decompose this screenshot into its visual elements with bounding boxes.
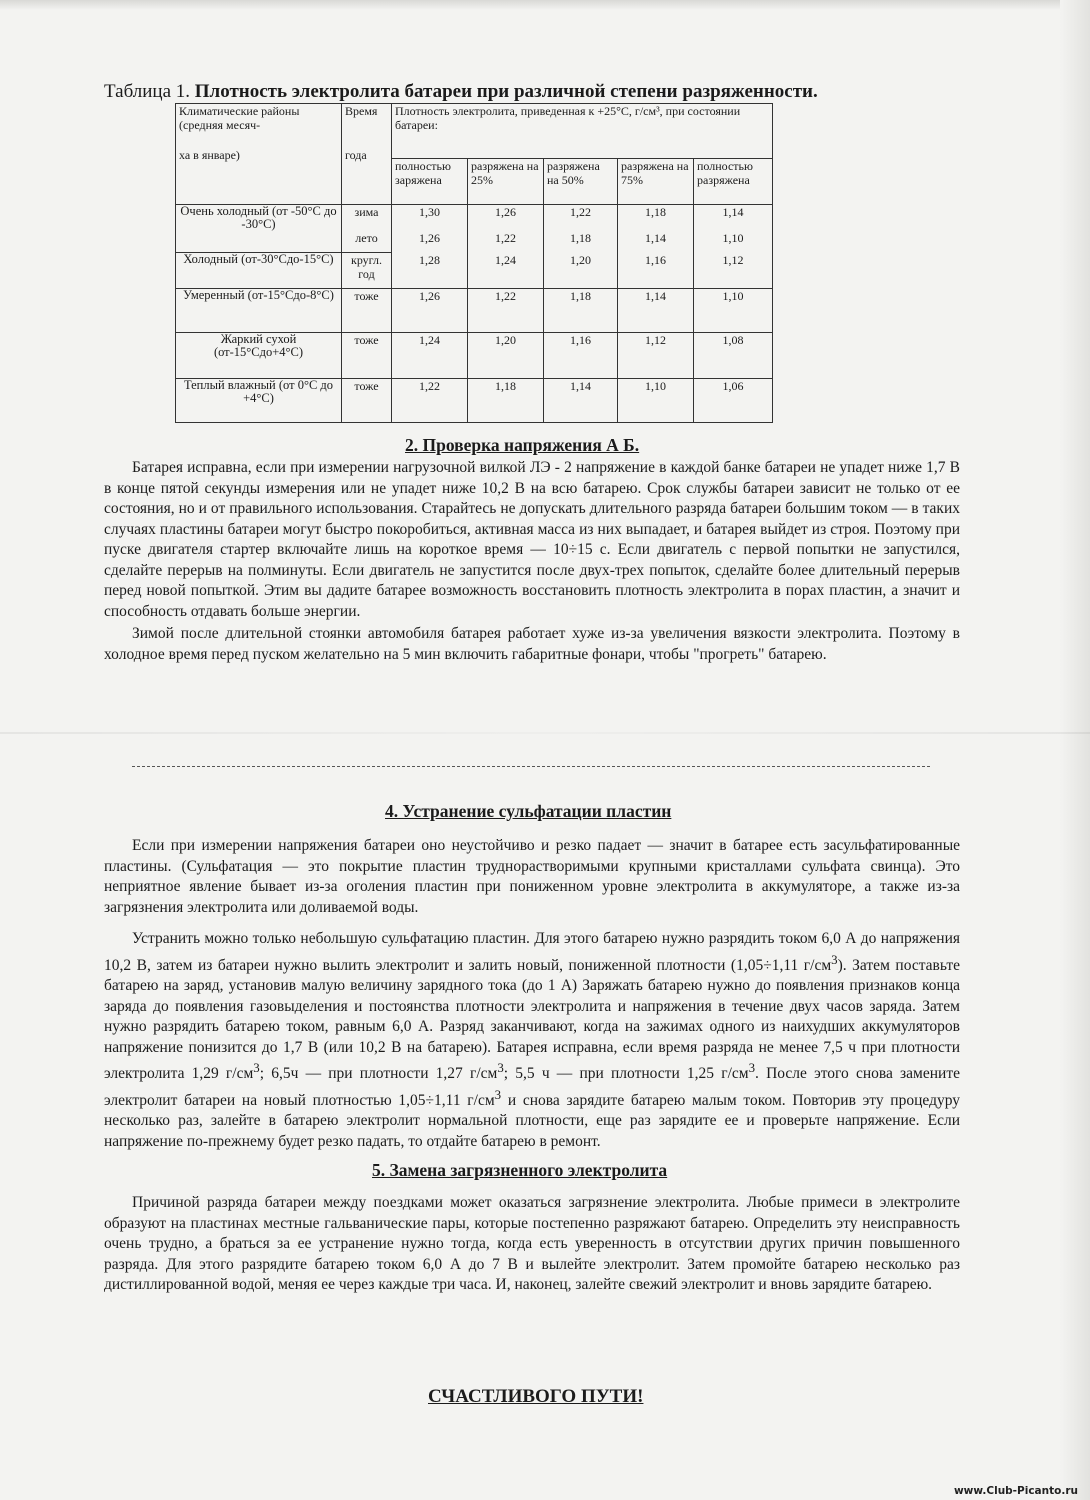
superscript-3: 3 [253, 1060, 260, 1076]
paper-fold-line [0, 732, 1090, 734]
density-value: 1,26 [392, 289, 468, 333]
table-col-head: разряжена на 25% [468, 159, 544, 205]
table-head-time-line1: Время [345, 104, 378, 118]
density-value: 1,14 [618, 289, 694, 333]
table-col-head: полностью заряжена [392, 159, 468, 205]
density-value: 1,10 [618, 379, 694, 423]
density-value: 1,30 [392, 205, 468, 231]
section4-paragraph2 [104, 929, 960, 1152]
table-head-region-line2: ха в январе) [179, 148, 240, 162]
superscript-3: 3 [748, 1060, 756, 1076]
section5-paragraph1: Причиной разряда батареи между поездками может оказаться загрязнение электролита. Любые примеси в электролите образуют на пластинах местные гальванические пары, которые постепенно разряжают батарею. Определить эту неисправность очень трудно, а браться за ее устранение нужно тогда, когда есть уверенность в отсутствии других причин повышенного разряда. Для этого разрядите батарею током 6,0 А до 7 В и вылейте электролит. Затем промойте батарею несколько раз дистиллированной водой, меняя ее через каждые три часа. И, наконец, залейте свежий электролит и вновь зарядите батарею. [104, 1194, 960, 1293]
density-value: 1,16 [544, 333, 618, 379]
density-table [175, 103, 773, 423]
density-value: 1,18 [544, 289, 618, 333]
density-value: 1,12 [618, 333, 694, 379]
density-value: 1,14 [544, 379, 618, 423]
closing-phrase: СЧАСТЛИВОГО ПУТИ! [428, 1386, 644, 1407]
density-value: 1,18 [544, 231, 618, 253]
density-value: 1,14 [694, 205, 773, 231]
region-name: Жаркий сухой (от-15°Сдо+4°С) [213, 332, 304, 359]
density-value: 1,10 [694, 289, 773, 333]
table-head-region [176, 104, 342, 205]
region-name: Очень холодный (от -50°С до -30°С) [180, 204, 337, 231]
table-row-region [176, 253, 342, 289]
table-head-time [342, 104, 392, 205]
section5-heading: 5. Замена загрязненного электролита [372, 1160, 668, 1180]
density-value: 1,22 [544, 205, 618, 231]
density-value: 1,12 [694, 253, 773, 289]
region-name: Холодный (от-30°Сдо-15°С) [183, 252, 334, 266]
section4-paragraph1: Если при измерении напряжения батареи оно неустойчиво и резко падает — значит в батарее есть засульфатированные пластины. (Сульфатация — это покрытие пластин труднорастворимыми крупными кристаллами сульфата свинца). Это неприятное явление бывает из-за оголения пластин при пониженном уровне электролита в аккумуляторе, а также из-за загрязнения электролита или доливаемой воды. [104, 837, 960, 916]
density-value: 1,24 [468, 253, 544, 289]
season-cell: тоже [342, 289, 392, 333]
table-row-region [176, 333, 342, 379]
density-value: 1,20 [468, 333, 544, 379]
density-value: 1,14 [618, 231, 694, 253]
density-value: 1,22 [468, 289, 544, 333]
density-value: 1,06 [694, 379, 773, 423]
density-value: 1,20 [544, 253, 618, 289]
season-cell: тоже [342, 379, 392, 423]
superscript-3: 3 [497, 1060, 504, 1076]
season-cell: зима [342, 205, 392, 231]
table-col-head: разряжена на 50% [544, 159, 618, 205]
table-caption-prefix: Таблица 1. [104, 81, 191, 102]
density-value: 1,22 [392, 379, 468, 423]
section2-heading: 2. Проверка напряжения А Б. [405, 435, 640, 455]
region-name: Теплый влажный (от 0°С до +4°С) [183, 378, 334, 405]
region-name: Умеренный (от-15°Сдо-8°С) [183, 288, 334, 302]
density-value: 1,26 [392, 231, 468, 253]
superscript-3: 3 [494, 1086, 502, 1102]
density-value: 1,18 [618, 205, 694, 231]
density-value: 1,26 [468, 205, 544, 231]
section4-p2-part: . После этого снова замените электролит батареи на новый плотностью 1,05÷1,11 г/см [104, 1065, 960, 1109]
section4-heading: 4. Устранение сульфатации пластин [385, 801, 672, 821]
section2-paragraph1: Батарея исправна, если при измерении нагрузочной вилкой ЛЭ - 2 напряжение в каждой банке батареи не упадет ниже 1,7 В в конце пятой секунды измерения или не упадет ниже 10,2 В на всю батарею. Срок службы батареи зависит не только от ее состояния, но и от правильного использования. Старайтесь не допускать длительного разряда батареи большим током — в таких случаях пластины батареи могут быстро покоробиться, активная масса из них выпадает, и батарея выйдет из строя. Поэтому при пуске двигателя стартер включайте лишь на короткое время — 10÷15 с. Если двигатель с первой попытки не запустился, сделайте перерыв на полминуты. Если двигатель не запустится после двух-трех попыток, сделайте более длительный перерыв перед новой попыткой. Этим вы дадите батарее возможность восстановить плотность электролита в порах пластин, а значит и способность отдавать больше энергии. [104, 459, 960, 620]
scan-edge-right [1060, 0, 1090, 1500]
density-value: 1,28 [392, 253, 468, 289]
table-row-region [176, 205, 342, 253]
table-caption-title: Плотность электролита батареи при различной степени разряженности. [194, 81, 818, 102]
table-head-region-line1: Климатические районы (средняя месяч- [179, 104, 300, 132]
section4-p2-part: ). Затем поставьте батарею на заряд, установив малую величину зарядного тока (до 1 А) Заряжать батарею нужно до появления признаков конца заряда до появления газовыделения и постоянства плотности электролита и напряжения в течение двух часов заряда. Затем нужно разрядить батарею током, равным 6,0 А. Разряд заканчивают, когда на зажимах одного из наихудших аккумуляторов напряжение понизится до 1,7 В (или 10,2 В на батарею). Батарея исправна, если время разряда не менее 7,5 ч при плотности электролита 1,29 г/см [104, 956, 960, 1083]
season-cell: кругл. год [342, 253, 392, 289]
season-cell: лето [342, 231, 392, 253]
table-head-density: Плотность электролита, приведенная к +25°С, г/см³, при состоянии батареи: [392, 104, 773, 159]
section2-paragraph2: Зимой после длительной стоянки автомобиля батарея работает хуже из-за увеличения вязкости электролита. Поэтому в холодное время перед пуском желательно на 5 мин включить габаритные фонари, чтобы "прогреть" батарею. [104, 625, 960, 663]
density-value: 1,08 [694, 333, 773, 379]
section4-p2-part: Устранить можно только небольшую сульфатацию пластин. Для этого батарею нужно разрядить током 6,0 А до напряжения 10,2 В, затем из батареи нужно вылить электролит и залить новый, пониженной плотности (1,05÷1,11 г/см [104, 930, 960, 974]
table-head-time-line2: года [345, 148, 367, 162]
table-caption [104, 81, 818, 103]
density-value: 1,16 [618, 253, 694, 289]
superscript-3: 3 [831, 951, 838, 967]
table-col-head: разряжена на 75% [618, 159, 694, 205]
season-cell: тоже [342, 333, 392, 379]
section4-p2-part: ; 5,5 ч — при плотности 1,25 г/см [503, 1065, 749, 1083]
density-value: 1,24 [392, 333, 468, 379]
scan-edge-top [0, 0, 1090, 10]
density-value: 1,18 [468, 379, 544, 423]
table-col-head: полностью разряжена [694, 159, 773, 205]
table-row-region [176, 289, 342, 333]
density-value: 1,22 [468, 231, 544, 253]
site-watermark: www.Club-Picanto.ru [953, 1485, 1078, 1497]
density-value: 1,10 [694, 231, 773, 253]
section4-p2-part: и снова зарядите батарею малым током. Повторив эту процедуру несколько раз, залейте в батарею электролит нормальной плотности, еще раз зарядите ее и проверьте напряжение. Если напряжение по-прежнему будет резко падать, то отдайте батарею в ремонт. [104, 1091, 961, 1150]
section4-p2-part: ; 6,5ч — при плотности 1,27 г/см [259, 1065, 498, 1083]
table-row-region [176, 379, 342, 423]
dashed-separator [132, 766, 930, 767]
